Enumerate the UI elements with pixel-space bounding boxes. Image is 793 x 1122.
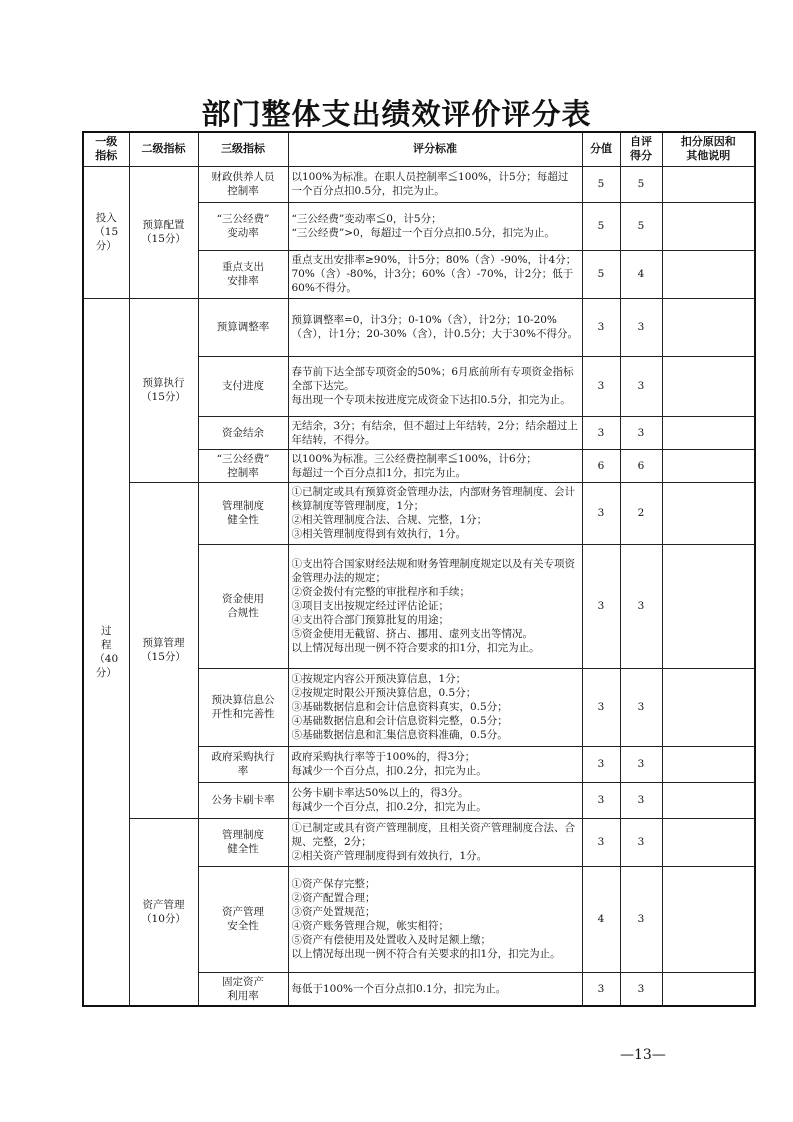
criteria-cell: 每低于100%一个百分点扣0.1分，扣完为止。 <box>288 972 582 1006</box>
level1-cell: 过 程 （40 分） <box>83 298 129 1006</box>
note-cell <box>662 250 755 298</box>
score-cell: 3 <box>582 416 620 449</box>
score-cell: 5 <box>582 202 620 250</box>
header-score: 分值 <box>582 132 620 166</box>
note-cell <box>662 482 755 544</box>
note-cell <box>662 449 755 482</box>
indicator-cell: 固定资产 利用率 <box>198 972 288 1006</box>
score-cell: 3 <box>582 356 620 416</box>
self-score-cell: 3 <box>620 356 662 416</box>
indicator-cell: 管理制度 健全性 <box>198 818 288 866</box>
criteria-cell: ①按规定内容公开预决算信息，1分； ②按规定时限公开预决算信息，0.5分； ③基础数据信息和会计信息资料真实，0.5分； ④基础数据信息和会计信息资料完整，0.5分； ⑤基础数据信息和汇集信息资料准确，0.5分。 <box>288 668 582 746</box>
score-cell: 4 <box>582 866 620 972</box>
self-score-cell: 3 <box>620 782 662 818</box>
indicator-cell: 资金结余 <box>198 416 288 449</box>
indicator-cell: “三公经费” 变动率 <box>198 202 288 250</box>
indicator-cell: 财政供养人员 控制率 <box>198 166 288 202</box>
note-cell <box>662 416 755 449</box>
criteria-cell: “三公经费”变动率≦0，计5分； “三公经费”>0，每超过一个百分点扣0.5分，扣完为止。 <box>288 202 582 250</box>
score-cell: 3 <box>582 482 620 544</box>
criteria-cell: ①已制定或具有资产管理制度，且相关资产管理制度合法、合规、完整，2分； ②相关资产管理制度得到有效执行，1分。 <box>288 818 582 866</box>
header-self-score: 自评 得分 <box>620 132 662 166</box>
header-criteria: 评分标准 <box>288 132 582 166</box>
self-score-cell: 3 <box>620 972 662 1006</box>
self-score-cell: 3 <box>620 818 662 866</box>
table-row <box>83 166 755 202</box>
criteria-cell: 以100%为标准。三公经费控制率≦100%，计6分； 每超过一个百分点扣1分，扣完为止。 <box>288 449 582 482</box>
criteria-cell: 预算调整率=0，计3分；0-10%（含），计2分；10-20%（含），计1分；20-30%（含），计0.5分；大于30%不得分。 <box>288 298 582 356</box>
score-cell: 3 <box>582 746 620 782</box>
self-score-cell: 5 <box>620 166 662 202</box>
criteria-cell: 政府采购执行率等于100%的，得3分； 每减少一个百分点，扣0.2分，扣完为止。 <box>288 746 582 782</box>
level2-cell: 预算配置 （15分） <box>129 166 198 298</box>
level1-cell: 投入 （15 分） <box>83 166 129 298</box>
note-cell <box>662 166 755 202</box>
score-cell: 3 <box>582 298 620 356</box>
page-title: 部门整体支出绩效评价评分表 <box>201 97 592 131</box>
note-cell <box>662 202 755 250</box>
score-cell: 3 <box>582 782 620 818</box>
note-cell <box>662 544 755 668</box>
criteria-cell: ①支出符合国家财经法规和财务管理制度规定以及有关专项资金管理办法的规定； ②资金拨付有完整的审批程序和手续； ③项目支出按规定经过评估论证； ④支出符合部门预算批复的用途； ⑤资金使用无截留、挤占、挪用、虚列支出等情况。 以上情况每出现一例不符合要求的扣1分，扣完为止。 <box>288 544 582 668</box>
indicator-cell: 管理制度 健全性 <box>198 482 288 544</box>
table-row <box>83 818 755 866</box>
criteria-cell: ①资产保存完整； ②资产配置合理； ③资产处置规范； ④资产账务管理合规，帐实相符； ⑤资产有偿使用及处置收入及时足额上缴； 以上情况每出现一例不符合有关要求的扣1分，扣完为止。 <box>288 866 582 972</box>
indicator-cell: “三公经费” 控制率 <box>198 449 288 482</box>
note-cell <box>662 668 755 746</box>
score-cell: 5 <box>582 250 620 298</box>
header-row <box>83 132 755 166</box>
self-score-cell: 2 <box>620 482 662 544</box>
header-level2: 二级指标 <box>129 132 198 166</box>
note-cell <box>662 356 755 416</box>
note-cell <box>662 818 755 866</box>
header-level1: 一级 指标 <box>83 132 129 166</box>
criteria-cell: 重点支出安排率≥90%，计5分；80%（含）-90%，计4分；70%（含）-80%，计3分；60%（含）-70%，计2分；低于60%不得分。 <box>288 250 582 298</box>
indicator-cell: 资产管理 安全性 <box>198 866 288 972</box>
table-row <box>83 482 755 544</box>
indicator-cell: 预决算信息公 开性和完善性 <box>198 668 288 746</box>
table-row <box>83 298 755 356</box>
indicator-cell: 重点支出 安排率 <box>198 250 288 298</box>
note-cell <box>662 782 755 818</box>
indicator-cell: 预算调整率 <box>198 298 288 356</box>
self-score-cell: 4 <box>620 250 662 298</box>
note-cell <box>662 746 755 782</box>
indicator-cell: 支付进度 <box>198 356 288 416</box>
self-score-cell: 3 <box>620 416 662 449</box>
score-cell: 5 <box>582 166 620 202</box>
self-score-cell: 3 <box>620 866 662 972</box>
criteria-cell: 无结余，3分；有结余，但不超过上年结转，2分；结余超过上年结转，不得分。 <box>288 416 582 449</box>
criteria-cell: 公务卡刷卡率达50%以上的，得3分。 每减少一个百分点，扣0.2分，扣完为止。 <box>288 782 582 818</box>
self-score-cell: 3 <box>620 746 662 782</box>
criteria-cell: 以100%为标准。在职人员控制率≦100%，计5分；每超过一个百分点扣0.5分，扣完为止。 <box>288 166 582 202</box>
self-score-cell: 3 <box>620 298 662 356</box>
score-table <box>82 131 756 1007</box>
criteria-cell: ①已制定或具有预算资金管理办法，内部财务管理制度、会计核算制度等管理制度，1分； ②相关管理制度合法、合规、完整，1分； ③相关管理制度得到有效执行，1分。 <box>288 482 582 544</box>
page-number: —13— <box>620 1047 666 1063</box>
self-score-cell: 3 <box>620 668 662 746</box>
score-cell: 3 <box>582 972 620 1006</box>
self-score-cell: 6 <box>620 449 662 482</box>
level2-cell: 预算执行 （15分） <box>129 298 198 482</box>
self-score-cell: 3 <box>620 544 662 668</box>
indicator-cell: 政府采购执行 率 <box>198 746 288 782</box>
header-note: 扣分原因和 其他说明 <box>662 132 755 166</box>
criteria-cell: 春节前下达全部专项资金的50%；6月底前所有专项资金指标全部下达完。 每出现一个专项未按进度完成资金下达扣0.5分，扣完为止。 <box>288 356 582 416</box>
indicator-cell: 公务卡刷卡率 <box>198 782 288 818</box>
score-cell: 3 <box>582 668 620 746</box>
note-cell <box>662 866 755 972</box>
score-cell: 6 <box>582 449 620 482</box>
self-score-cell: 5 <box>620 202 662 250</box>
indicator-cell: 资金使用 合规性 <box>198 544 288 668</box>
level2-cell: 预算管理 （15分） <box>129 482 198 818</box>
note-cell <box>662 298 755 356</box>
score-cell: 3 <box>582 544 620 668</box>
score-cell: 3 <box>582 818 620 866</box>
level2-cell: 资产管理 （10分） <box>129 818 198 1006</box>
header-level3: 三级指标 <box>198 132 288 166</box>
note-cell <box>662 972 755 1006</box>
